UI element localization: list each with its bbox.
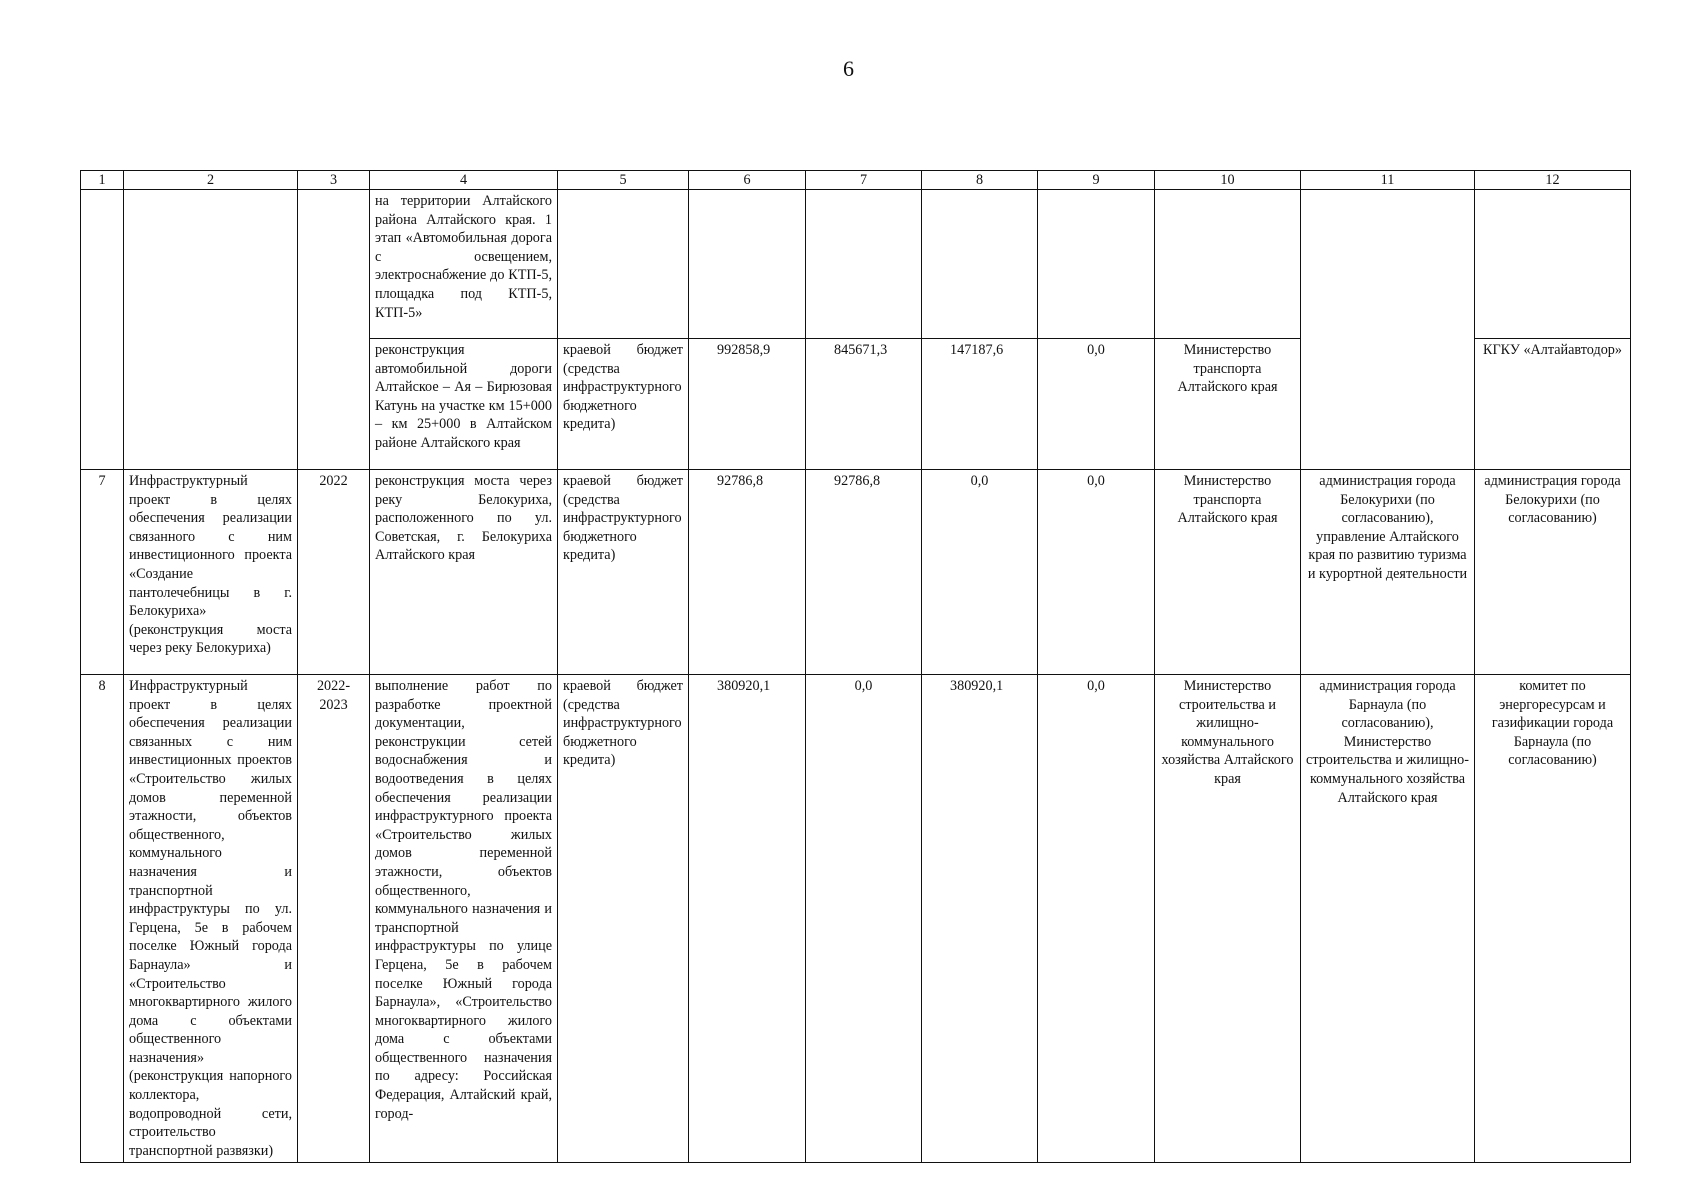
cont-measure-a: на территории Алтайского района Алтайского края. 1 этап «Автомобильная дорога с освещением, электроснабжение до КТП-5, площадка под КТП-5, КТП-5» [370,190,558,339]
executor: администрация города Белокурихи (по согласованию) [1475,470,1631,675]
cell-empty [81,190,124,470]
col-header-9: 9 [1038,171,1155,190]
project-measure: реконструкция моста через реку Белокуриха, расположенного по ул. Советская, г. Белокуриха Алтайского края [370,470,558,675]
cont-funding-source: краевой бюджет (средства инфраструктурного бюджетного кредита) [558,339,689,470]
table-row-8 [81,675,1631,1163]
cont-responsible: Министерство транспорта Алтайского края [1155,339,1301,470]
table-row-7 [81,470,1631,675]
cont-executor: КГКУ «Алтайавтодор» [1475,339,1631,470]
col-header-5: 5 [558,171,689,190]
project-measure: выполнение работ по разработке проектной документации, реконструкции сетей водоснабжения и водоотведения в целях обеспечения реализации инфраструктурного проекта «Строительство жилых домов переменной этажности, объектов общественного, коммунального назначения и транспортной инфраструктуры по улице Герцена, 5е в рабочем поселке Южный города Барнаула», «Строительство многоквартирного жилого дома с объектами общественного назначения по адресу: Российская Федерация, Алтайский край, город- [370,675,558,1163]
col-header-8: 8 [922,171,1038,190]
amount-col9: 0,0 [1038,470,1155,675]
cell-empty [806,190,922,339]
col-header-4: 4 [370,171,558,190]
cell-empty [922,190,1038,339]
col-header-3: 3 [298,171,370,190]
cell-empty [1301,190,1475,470]
total-amount: 92786,8 [689,470,806,675]
plan-table [80,170,1631,1163]
cell-empty [124,190,298,470]
table-row-continued-a [81,190,1631,339]
col-header-11: 11 [1301,171,1475,190]
project-name: Инфраструктурный проект в целях обеспечения реализации связанных с ним инвестиционных проектов «Строительство жилых домов переменной этажности, объектов общественного, коммунального назначения и транспортной инфраструктуры по ул. Герцена, 5е в рабочем поселке Южный города Барнаула» и «Строительство многоквартирного жилого дома с объектами общественного назначения» (реконструкция напорного коллектора, водопроводной сети, строительство транспортной развязки) [124,675,298,1163]
co-executors: администрация города Белокурихи (по согласованию), управление Алтайского края по развитию туризма и курортной деятельности [1301,470,1475,675]
funding-source: краевой бюджет (средства инфраструктурного бюджетного кредита) [558,675,689,1163]
executor: комитет по энергоресурсам и газификации города Барнаула (по согласованию) [1475,675,1631,1163]
cell-empty [689,190,806,339]
row-number: 8 [81,675,124,1163]
responsible-body: Министерство транспорта Алтайского края [1155,470,1301,675]
col-header-6: 6 [689,171,806,190]
col-header-7: 7 [806,171,922,190]
cont-amount-col7: 845671,3 [806,339,922,470]
project-year: 2022 [298,470,370,675]
cell-empty [1038,190,1155,339]
amount-col7: 92786,8 [806,470,922,675]
col-header-12: 12 [1475,171,1631,190]
col-header-1: 1 [81,171,124,190]
row-number: 7 [81,470,124,675]
cell-empty [1475,190,1631,339]
amount-col8: 0,0 [922,470,1038,675]
amount-col9: 0,0 [1038,675,1155,1163]
cont-amount-col8: 147187,6 [922,339,1038,470]
funding-source: краевой бюджет (средства инфраструктурного бюджетного кредита) [558,470,689,675]
total-amount: 380920,1 [689,675,806,1163]
amount-col7: 0,0 [806,675,922,1163]
amount-col8: 380920,1 [922,675,1038,1163]
page-number: 6 [843,56,854,81]
responsible-body: Министерство строительства и жилищно-коммунального хозяйства Алтайского края [1155,675,1301,1163]
column-number-row [81,171,1631,190]
cont-total-amount: 992858,9 [689,339,806,470]
project-year: 2022-2023 [298,675,370,1163]
col-header-10: 10 [1155,171,1301,190]
cont-measure-b: реконструкция автомобильной дороги Алтайское – Ая – Бирюзовая Катунь на участке км 15+000 – км 25+000 в Алтайском районе Алтайского края [370,339,558,470]
co-executors: администрация города Барнаула (по согласованию), Министерство строительства и жилищно-коммунального хозяйства Алтайского края [1301,675,1475,1163]
cell-empty [298,190,370,470]
cell-empty [558,190,689,339]
col-header-2: 2 [124,171,298,190]
cell-empty [1155,190,1301,339]
project-name: Инфраструктурный проект в целях обеспечения реализации связанного с ним инвестиционного проекта «Создание пантолечебницы в г. Белокуриха» (реконструкция моста через реку Белокуриха) [124,470,298,675]
cont-amount-col9: 0,0 [1038,339,1155,470]
